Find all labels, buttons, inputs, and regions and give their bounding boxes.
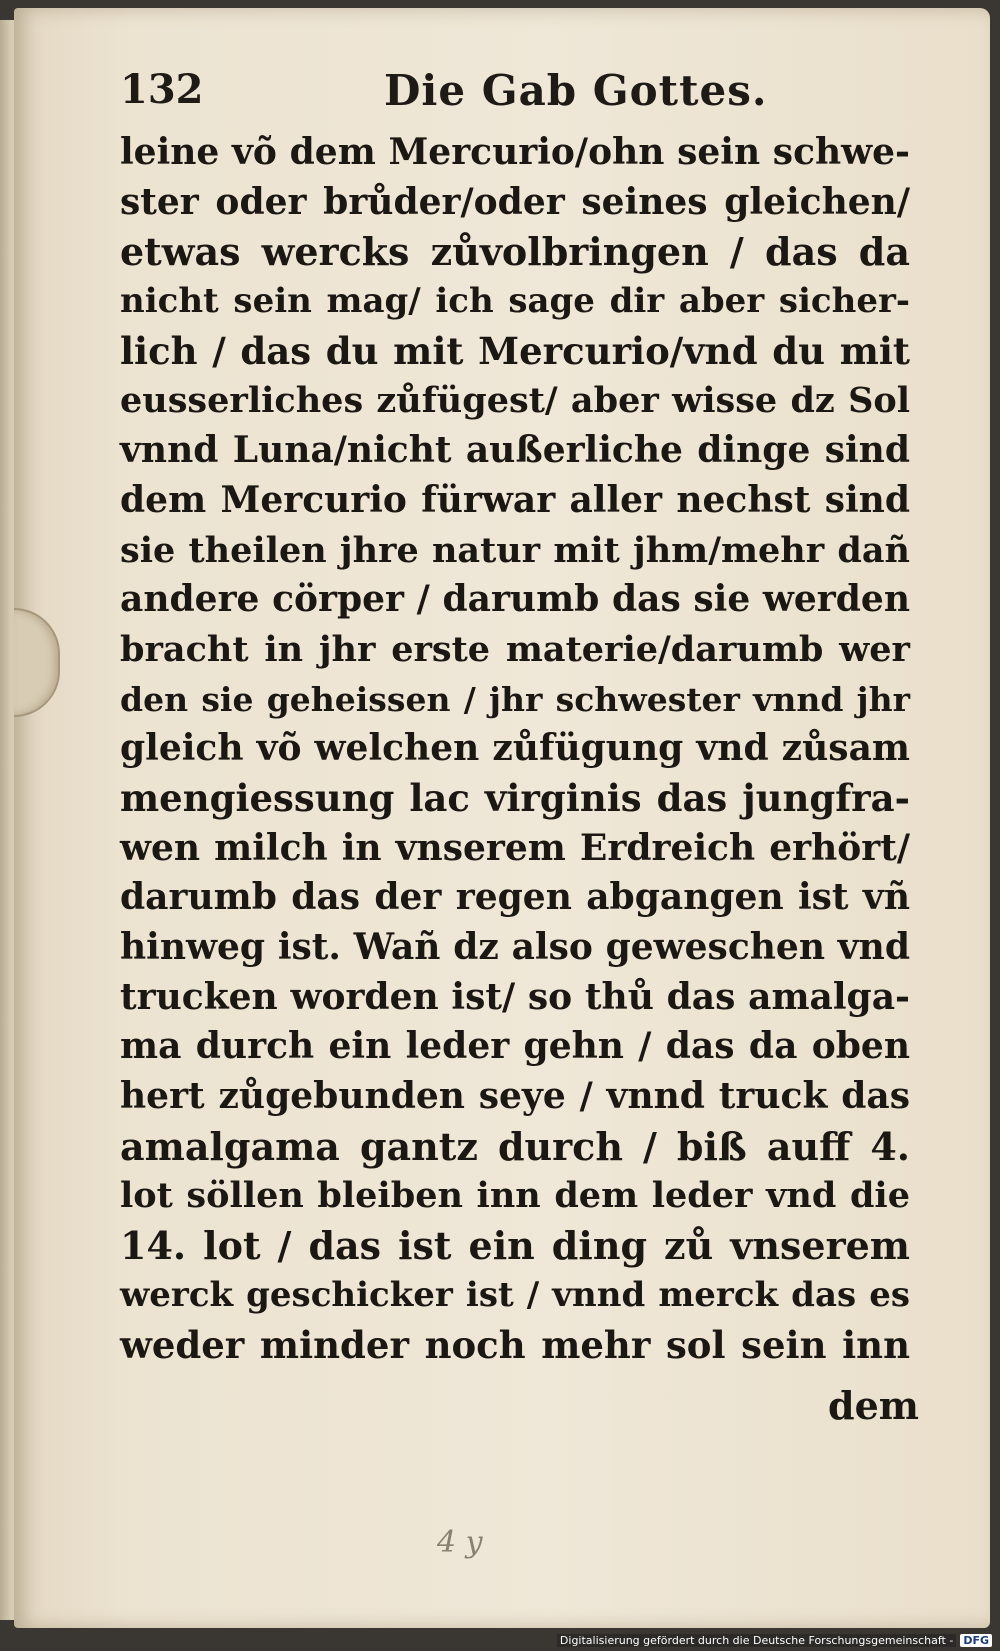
text-line: 14. lot / das ist ein ding zů vnserem — [120, 1223, 910, 1269]
pencil-annotation: 4 y — [437, 1525, 483, 1560]
text-line: darumb das der regen abgangen ist vñ — [120, 876, 910, 919]
page-number: 132 — [120, 66, 204, 113]
text-line: lot söllen bleiben inn dem leder vnd die — [120, 1175, 910, 1217]
page-header — [120, 66, 900, 126]
catchword: dem — [828, 1383, 919, 1428]
text-line: trucken worden ist/ so thů das amalga- — [120, 975, 910, 1018]
text-line: ma durch ein leder gehn / das da oben — [120, 1025, 910, 1068]
text-line: gleich võ welchen zůfügung vnd zůsam — [120, 727, 910, 770]
text-line: ster oder brůder/oder seines gleichen/ — [120, 180, 910, 223]
text-line: andere cörper / darumb das sie werden — [120, 578, 910, 621]
digitization-footer — [557, 1630, 992, 1651]
text-line: dem Mercurio fürwar aller nechst sind — [120, 478, 910, 521]
text-line: etwas wercks zůvolbringen / das da — [120, 229, 910, 275]
text-line: amalgama gantz durch / biß auff 4. — [120, 1123, 910, 1169]
text-line: bracht in jhr erste materie/darumb wer — [120, 628, 910, 670]
text-line: hert zůgebunden seye / vnnd truck das — [120, 1075, 910, 1118]
page-tab — [14, 608, 60, 717]
text-line: leine võ dem Mercurio/ohn sein schwe- — [120, 131, 910, 173]
text-line: werck geschicker ist / vnnd merck das es — [120, 1274, 910, 1315]
running-title: Die Gab Gottes. — [384, 66, 768, 115]
text-line: den sie geheissen / jhr schwester vnnd jhr — [120, 679, 910, 719]
text-line: hinweg ist. Wañ dz also geweschen vnd — [120, 926, 910, 968]
text-line: wen milch in vnserem Erdreich erhört/ — [120, 826, 910, 869]
text-line: weder minder noch mehr sol sein inn — [120, 1322, 910, 1367]
text-line: lich / das du mit Mercurio/vnd du mit — [120, 328, 910, 373]
text-line: sie theilen jhre natur mit jhm/mehr dañ — [120, 529, 910, 571]
body-text — [120, 128, 910, 1370]
text-line: vnnd Luna/nicht außerliche dinge sind — [120, 429, 910, 472]
funding-credit: Digitalisierung gefördert durch die Deutsche Forschungsgemeinschaft - — [557, 1634, 956, 1647]
text-line: eusserliches zůfügest/ aber wisse dz Sol — [120, 380, 910, 422]
dfg-logo: DFG — [960, 1634, 992, 1647]
text-line: nicht sein mag/ ich sage dir aber sicher- — [120, 281, 910, 322]
text-line: mengiessung lac virginis das jungfra- — [120, 775, 910, 820]
